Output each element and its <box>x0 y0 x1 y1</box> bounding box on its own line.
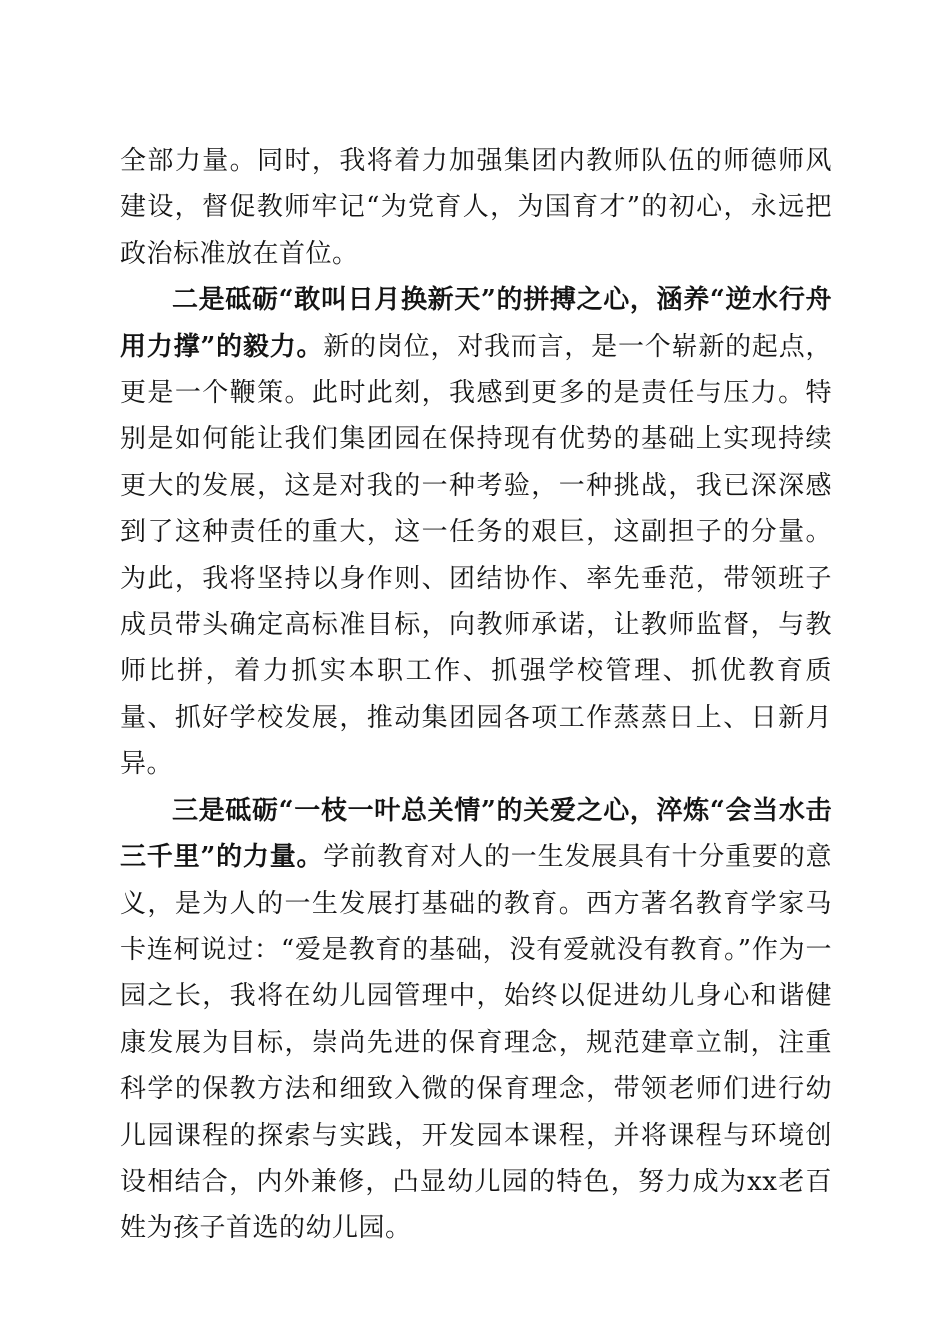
paragraph-text: 新的岗位，对我而言，是一个崭新的起点，更是一个鞭策。此时此刻，我感到更多的是责任与压力。特别是如何能让我们集团园在保持现有优势的基础上实现持续更大的发展，这是对我的一种考验，一种挑战，我已深深感到了这种责任的重大，这一任务的艰巨，这副担子的分量。为此，我将坚持以身作则、团结协作、率先垂范，带领班子成员带头确定高标准目标，向教师承诺，让教师监督，与教师比拼，着力抓实本职工作、抓强学校管理、抓优教育质量、抓好学校发展，推动集团园各项工作蒸蒸日上、日新月异。 <box>120 331 832 780</box>
paragraph-text: 学前教育对人的一生发展具有十分重要的意义，是为人的一生发展打基础的教育。西方著名教育学家马卡连柯说过：“爱是教育的基础，没有爱就没有教育。”作为一园之长，我将在幼儿园管理中，始终以促进幼儿身心和谐健康发展为目标，崇尚先进的保育理念，规范建章立制，注重科学的保教方法和细致入微的保育理念，带领老师们进行幼儿园课程的探索与实践，开发园本课程，并将课程与环境创设相结合，内外兼修，凸显幼儿园的特色，努力成为xx老百姓为孩子首选的幼儿园。 <box>120 842 832 1244</box>
paragraph-point-three <box>120 788 832 1252</box>
paragraph-lead-heading: 三是砥砺“一枝一叶总关情”的关爱之心，淬炼“会当水击三千里”的力量。 <box>120 795 832 873</box>
paragraph-point-two <box>120 277 832 787</box>
paragraph-lead-heading: 二是砥砺“敢叫日月换新天”的拼搏之心，涵养“逆水行舟用力撑”的毅力。 <box>120 285 832 362</box>
paragraph-text: 全部力量。同时，我将着力加强集团内教师队伍的师德师风建设，督促教师牢记“为党育人，为国育才”的初心，永远把政治标准放在首位。 <box>120 146 832 269</box>
document-body <box>120 138 832 1252</box>
paragraph-continuation <box>120 138 832 277</box>
